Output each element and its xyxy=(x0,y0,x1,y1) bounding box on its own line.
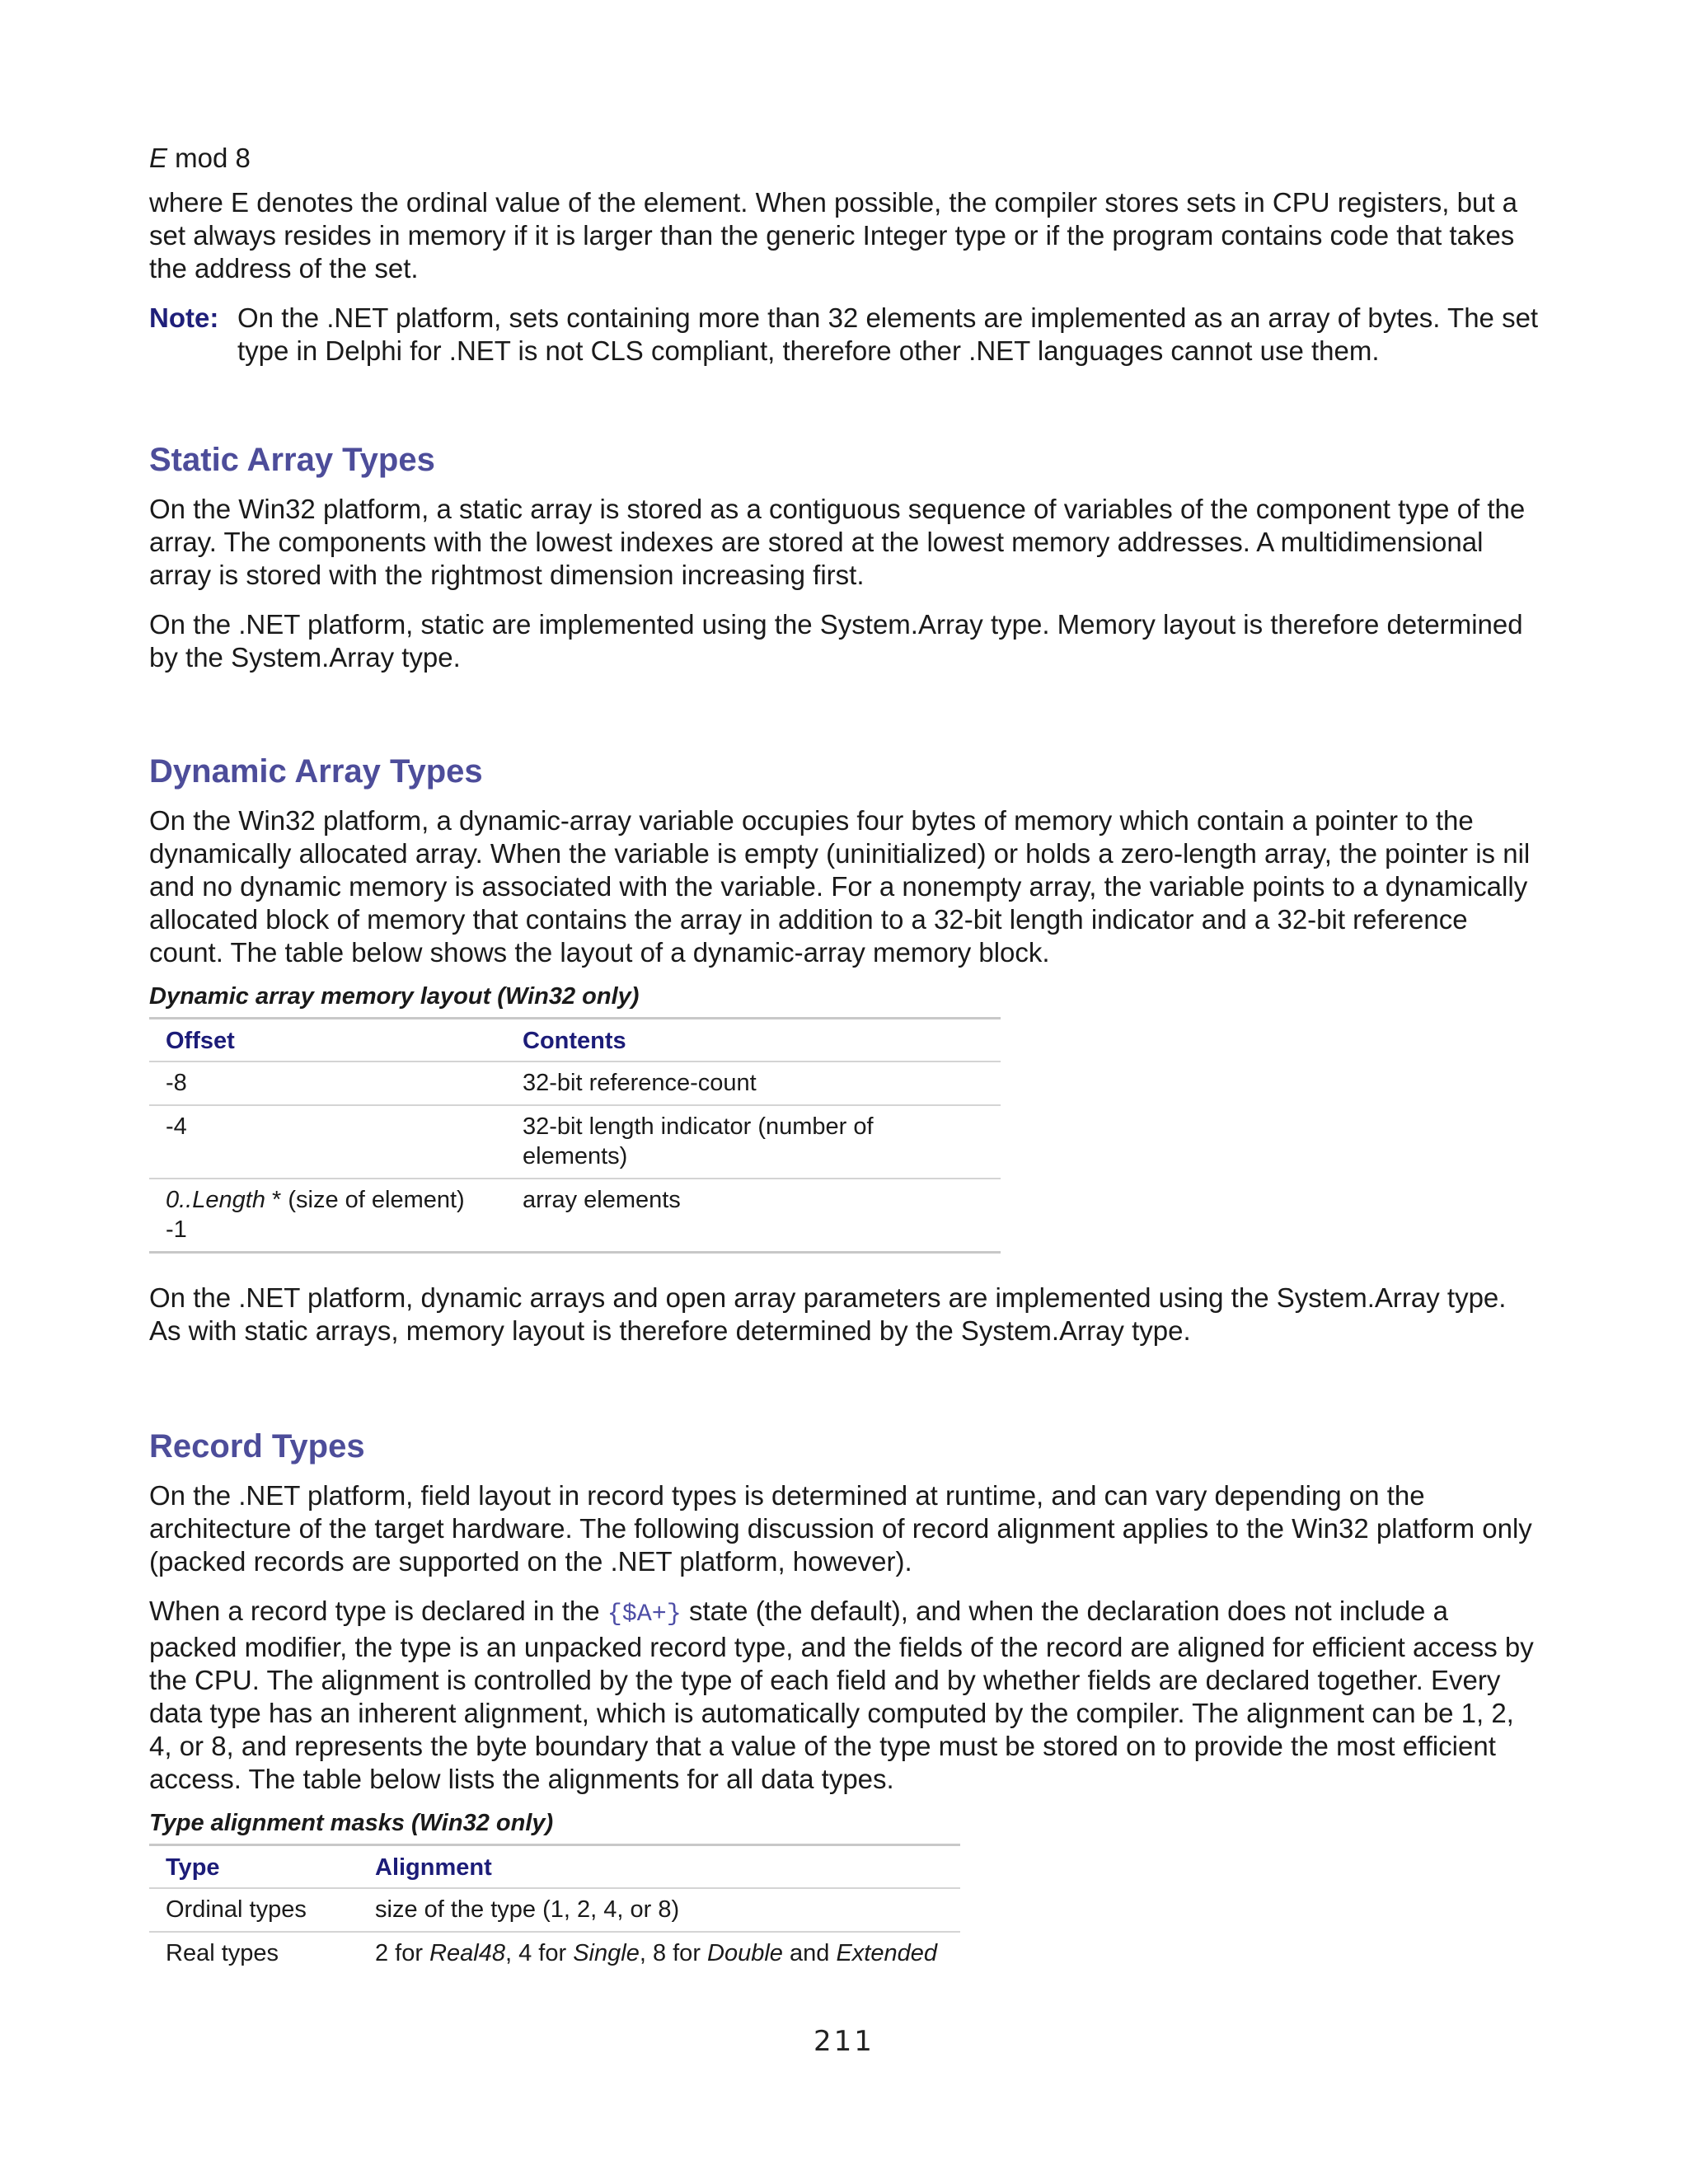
note-block xyxy=(149,302,1542,368)
cell-contents: 32-bit reference-count xyxy=(506,1062,1001,1105)
heading-dynamic-array-types: Dynamic Array Types xyxy=(149,753,483,790)
record-types-paragraph-1: On the .NET platform, field layout in record types is determined at runtime, and can vary depending on the architecture of the target hardware. The following discussion of record alignment applies to the Win32 platform only (packed records are supported on the .NET platform, however). xyxy=(149,1480,1532,1577)
cell-contents: array elements xyxy=(506,1179,1001,1253)
table-row xyxy=(149,1062,1001,1105)
static-arrays-paragraph-1: On the Win32 platform, a static array is stored as a contiguous sequence of variables of the component type of the array. The components with the lowest indexes are stored at the lowest memory addresses. A multidimensional array is stored with the rightmost dimension increasing first. xyxy=(149,494,1526,590)
cell-contents: 32-bit length indicator (number of elements) xyxy=(506,1105,1001,1179)
column-header-offset: Offset xyxy=(166,1028,235,1054)
type-alignment-table xyxy=(149,1844,960,1975)
note-text: On the .NET platform, sets containing more than 32 elements are implemented as an array of bytes. The set type in Delphi for .NET is not CLS compliant, therefore other .NET languages cannot use them. xyxy=(237,302,1539,366)
cell-type: Real types xyxy=(149,1932,359,1975)
dynamic-arrays-paragraph-1: On the Win32 platform, a dynamic-array variable occupies four bytes of memory which contain a pointer to the dynamically allocated array. When the variable is empty (uninitialized) or holds a zero-length array, the pointer is nil and no dynamic memory is associated with the variable. For a nonempty array, the variable points to a dynamically allocated block of memory that contains the array in addition to a 32-bit length indicator and a 32-bit reference count. The table below shows the layout of a dynamic-array memory block. xyxy=(149,805,1531,968)
cell-offset xyxy=(149,1179,506,1253)
type-name-extended: Extended xyxy=(836,1940,937,1966)
note-label: Note: xyxy=(149,302,219,333)
column-header-alignment: Alignment xyxy=(375,1854,492,1881)
document-page xyxy=(149,142,1542,1975)
text-part: , 4 for xyxy=(505,1940,574,1966)
para2-after: state (the default), and when the declaration does not include a packed modifier, the type is an unpacked record type, and the fields of the record are aligned for efficient access by the CPU. The alignment is controlled by the type of each field and by whether fields are declared together. Every data type has an inherent alignment, which is automatically computed by the compiler. The alignment can be 1, 2, 4, or 8, and represents the byte boundary that a value of the type must be stored on to provide the most efficient access. The table below lists the alignments for all data types. xyxy=(149,1596,1534,1794)
cell-type: Ordinal types xyxy=(149,1888,359,1932)
type-name-single: Single xyxy=(573,1940,640,1966)
formula xyxy=(149,142,1542,175)
align-directive-code: {$A+} xyxy=(607,1601,682,1629)
page-number: 211 xyxy=(814,2025,874,2058)
heading-record-types: Record Types xyxy=(149,1428,365,1465)
sets-paragraph: where E denotes the ordinal value of the element. When possible, the compiler stores sets in CPU registers, but a set always resides in memory if it is larger than the generic Integer type or if the program contains code that takes the address of the set. xyxy=(149,187,1518,284)
type-name-real48: Real48 xyxy=(429,1940,505,1966)
table-header-row xyxy=(149,1845,960,1889)
text-part: , 8 for xyxy=(639,1940,708,1966)
type-name-double: Double xyxy=(707,1940,783,1966)
cell-alignment xyxy=(359,1932,960,1975)
cell-offset: -4 xyxy=(149,1105,506,1179)
table-row xyxy=(149,1105,1001,1179)
table-caption-dynamic-array: Dynamic array memory layout (Win32 only) xyxy=(149,983,640,1010)
offset-rest: * (size of element) -1 xyxy=(166,1187,465,1243)
column-header-contents: Contents xyxy=(523,1028,626,1054)
table-row xyxy=(149,1179,1001,1253)
dynamic-array-layout-table xyxy=(149,1017,1001,1254)
heading-static-array-types: Static Array Types xyxy=(149,442,435,478)
formula-rest: mod 8 xyxy=(167,143,251,173)
static-arrays-paragraph-2: On the .NET platform, static are implemented using the System.Array type. Memory layout is therefore determined by the System.Array type. xyxy=(149,609,1523,673)
dynamic-arrays-paragraph-2: On the .NET platform, dynamic arrays and open array parameters are implemented using the System.Array type. As with static arrays, memory layout is therefore determined by the System.Array type. xyxy=(149,1282,1507,1346)
table-row xyxy=(149,1888,960,1932)
cell-alignment: size of the type (1, 2, 4, or 8) xyxy=(359,1888,960,1932)
text-part: 2 for xyxy=(375,1940,430,1966)
table-row xyxy=(149,1932,960,1975)
table-caption-type-alignment: Type alignment masks (Win32 only) xyxy=(149,1810,554,1836)
offset-italic: 0..Length xyxy=(166,1187,265,1213)
table-header-row xyxy=(149,1019,1001,1062)
para2-before: When a record type is declared in the xyxy=(149,1596,607,1626)
record-types-paragraph-2 xyxy=(149,1595,1542,1796)
column-header-type: Type xyxy=(166,1854,220,1881)
formula-variable: E xyxy=(149,143,168,173)
text-part: and xyxy=(782,1940,837,1966)
cell-offset: -8 xyxy=(149,1062,506,1105)
